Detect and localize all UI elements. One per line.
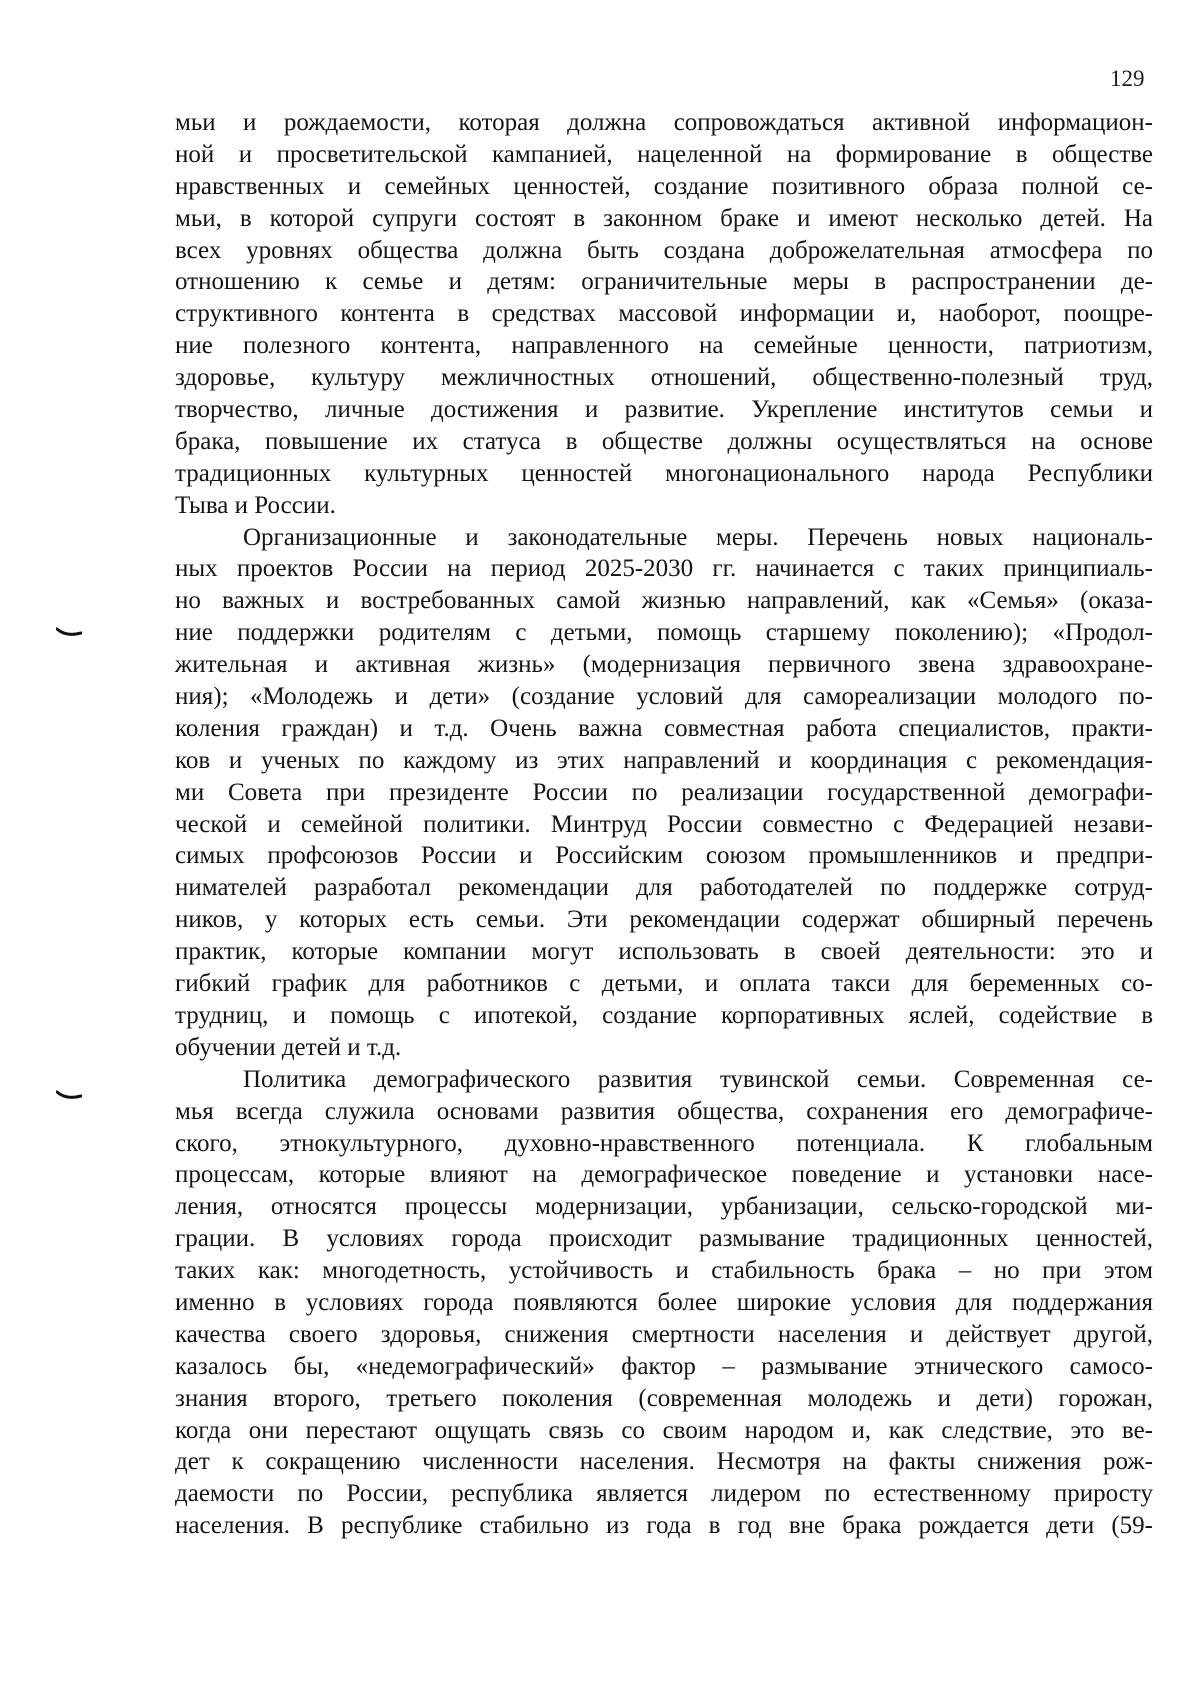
paragraph [175, 522, 1153, 1064]
text-line: всех уровнях общества должна быть создана доброжелательная атмосфера по [175, 236, 1153, 264]
paragraph [175, 1064, 1153, 1542]
text-line: мьи и рождаемости, которая должна сопровождаться активной информацион- [175, 109, 1153, 136]
text-line: но важных и востребованных самой жизнью направлений, как «Семья» (оказа- [175, 587, 1153, 615]
text-line: коления граждан) и т.д. Очень важна совместная работа специалистов, практи- [175, 714, 1153, 742]
text-line: симых профсоюзов России и Российским союзом промышленников и предпри- [175, 842, 1153, 870]
text-line: когда они перестают ощущать связь со своим народом и, как следствие, это ве- [175, 1416, 1153, 1444]
text-line: ных проектов России на период 2025-2030 гг. начинается с таких принципиаль- [175, 555, 1153, 583]
text-line: обучении детей и т.д. [175, 1033, 402, 1061]
text-line: здоровье, культуру межличностных отношений, общественно-полезный труд, [175, 364, 1153, 392]
text-line: трудниц, и помощь с ипотекой, создание корпоративных яслей, содействие в [175, 1001, 1153, 1029]
text-line: ления, относятся процессы модернизации, урбанизации, сельско-городской ми- [175, 1193, 1153, 1221]
text-line: Тыва и России. [175, 491, 336, 519]
text-line: ков и ученых по каждому из этих направлений и координация с рекомендация- [175, 746, 1153, 774]
text-line: мьи, в которой супруги состоят в законном браке и имеют несколько детей. На [175, 204, 1153, 232]
text-line: ния); «Молодежь и дети» (создание условий для самореализации молодого по- [175, 683, 1153, 711]
page-number: 129 [1110, 66, 1145, 91]
text-line: Политика демографического развития тувинской семьи. Современная се- [243, 1065, 1153, 1093]
text-line: ческой и семейной политики. Минтруд России совместно с Федерацией незави- [175, 810, 1153, 838]
text-line: знания второго, третьего поколения (современная молодежь и дети) горожан, [175, 1384, 1153, 1412]
margin-check-mark [56, 627, 82, 637]
text-line: отношению к семье и детям: ограничительные меры в распространении де- [175, 268, 1153, 296]
text-line: грации. В условиях города происходит размывание традиционных ценностей, [175, 1225, 1153, 1253]
text-line: практик, которые компании могут использовать в своей деятельности: это и [175, 938, 1153, 966]
text-line: даемости по России, республика является лидером по естественному приросту [175, 1480, 1153, 1508]
margin-check-mark [56, 1090, 82, 1100]
text-line: населения. В республике стабильно из года в год вне брака рождается дети (59- [175, 1512, 1153, 1540]
text-line: таких как: многодетность, устойчивость и стабильность брака – но при этом [175, 1257, 1153, 1285]
body-text [175, 107, 1153, 1542]
text-line: процессам, которые влияют на демографическое поведение и установки насе- [175, 1161, 1153, 1189]
text-line: мья всегда служила основами развития общества, сохранения его демографиче- [175, 1097, 1153, 1125]
text-line: казалось бы, «недемографический» фактор – размывание этнического самосо- [175, 1352, 1153, 1380]
text-line: Организационные и законодательные меры. Перечень новых националь- [243, 523, 1153, 551]
text-line: традиционных культурных ценностей многонационального народа Республики [175, 459, 1153, 487]
text-line: нравственных и семейных ценностей, создание позитивного образа полной се- [175, 172, 1153, 200]
text-line: ского, этнокультурного, духовно-нравственного потенциала. К глобальным [175, 1129, 1153, 1157]
text-line: жительная и активная жизнь» (модернизация первичного звена здравоохране- [175, 651, 1153, 679]
text-line: гибкий график для работников с детьми, и оплата такси для беременных со- [175, 970, 1153, 998]
text-line: именно в условиях города появляются более широкие условия для поддержания [175, 1288, 1153, 1316]
text-line: дет к сокращению численности населения. Несмотря на факты снижения рож- [175, 1448, 1153, 1476]
text-line: нимателей разработал рекомендации для работодателей по поддержке сотруд- [175, 874, 1153, 902]
text-line: качества своего здоровья, снижения смертности населения и действует другой, [175, 1320, 1153, 1348]
text-line: ние полезного контента, направленного на семейные ценности, патриотизм, [175, 332, 1153, 360]
text-line: ние поддержки родителям с детьми, помощь старшему поколению); «Продол- [175, 619, 1153, 647]
paragraph [175, 107, 1153, 522]
text-line: ной и просветительской кампанией, нацеленной на формирование в обществе [175, 140, 1153, 168]
text-line: творчество, личные достижения и развитие. Укрепление институтов семьи и [175, 396, 1153, 424]
text-line: ми Совета при президенте России по реализации государственной демографи- [175, 778, 1153, 806]
text-line: брака, повышение их статуса в обществе должны осуществляться на основе [175, 427, 1153, 455]
text-line: структивного контента в средствах массовой информации и, наоборот, поощре- [175, 300, 1153, 328]
text-line: ников, у которых есть семьи. Эти рекомендации содержат обширный перечень [175, 906, 1153, 934]
